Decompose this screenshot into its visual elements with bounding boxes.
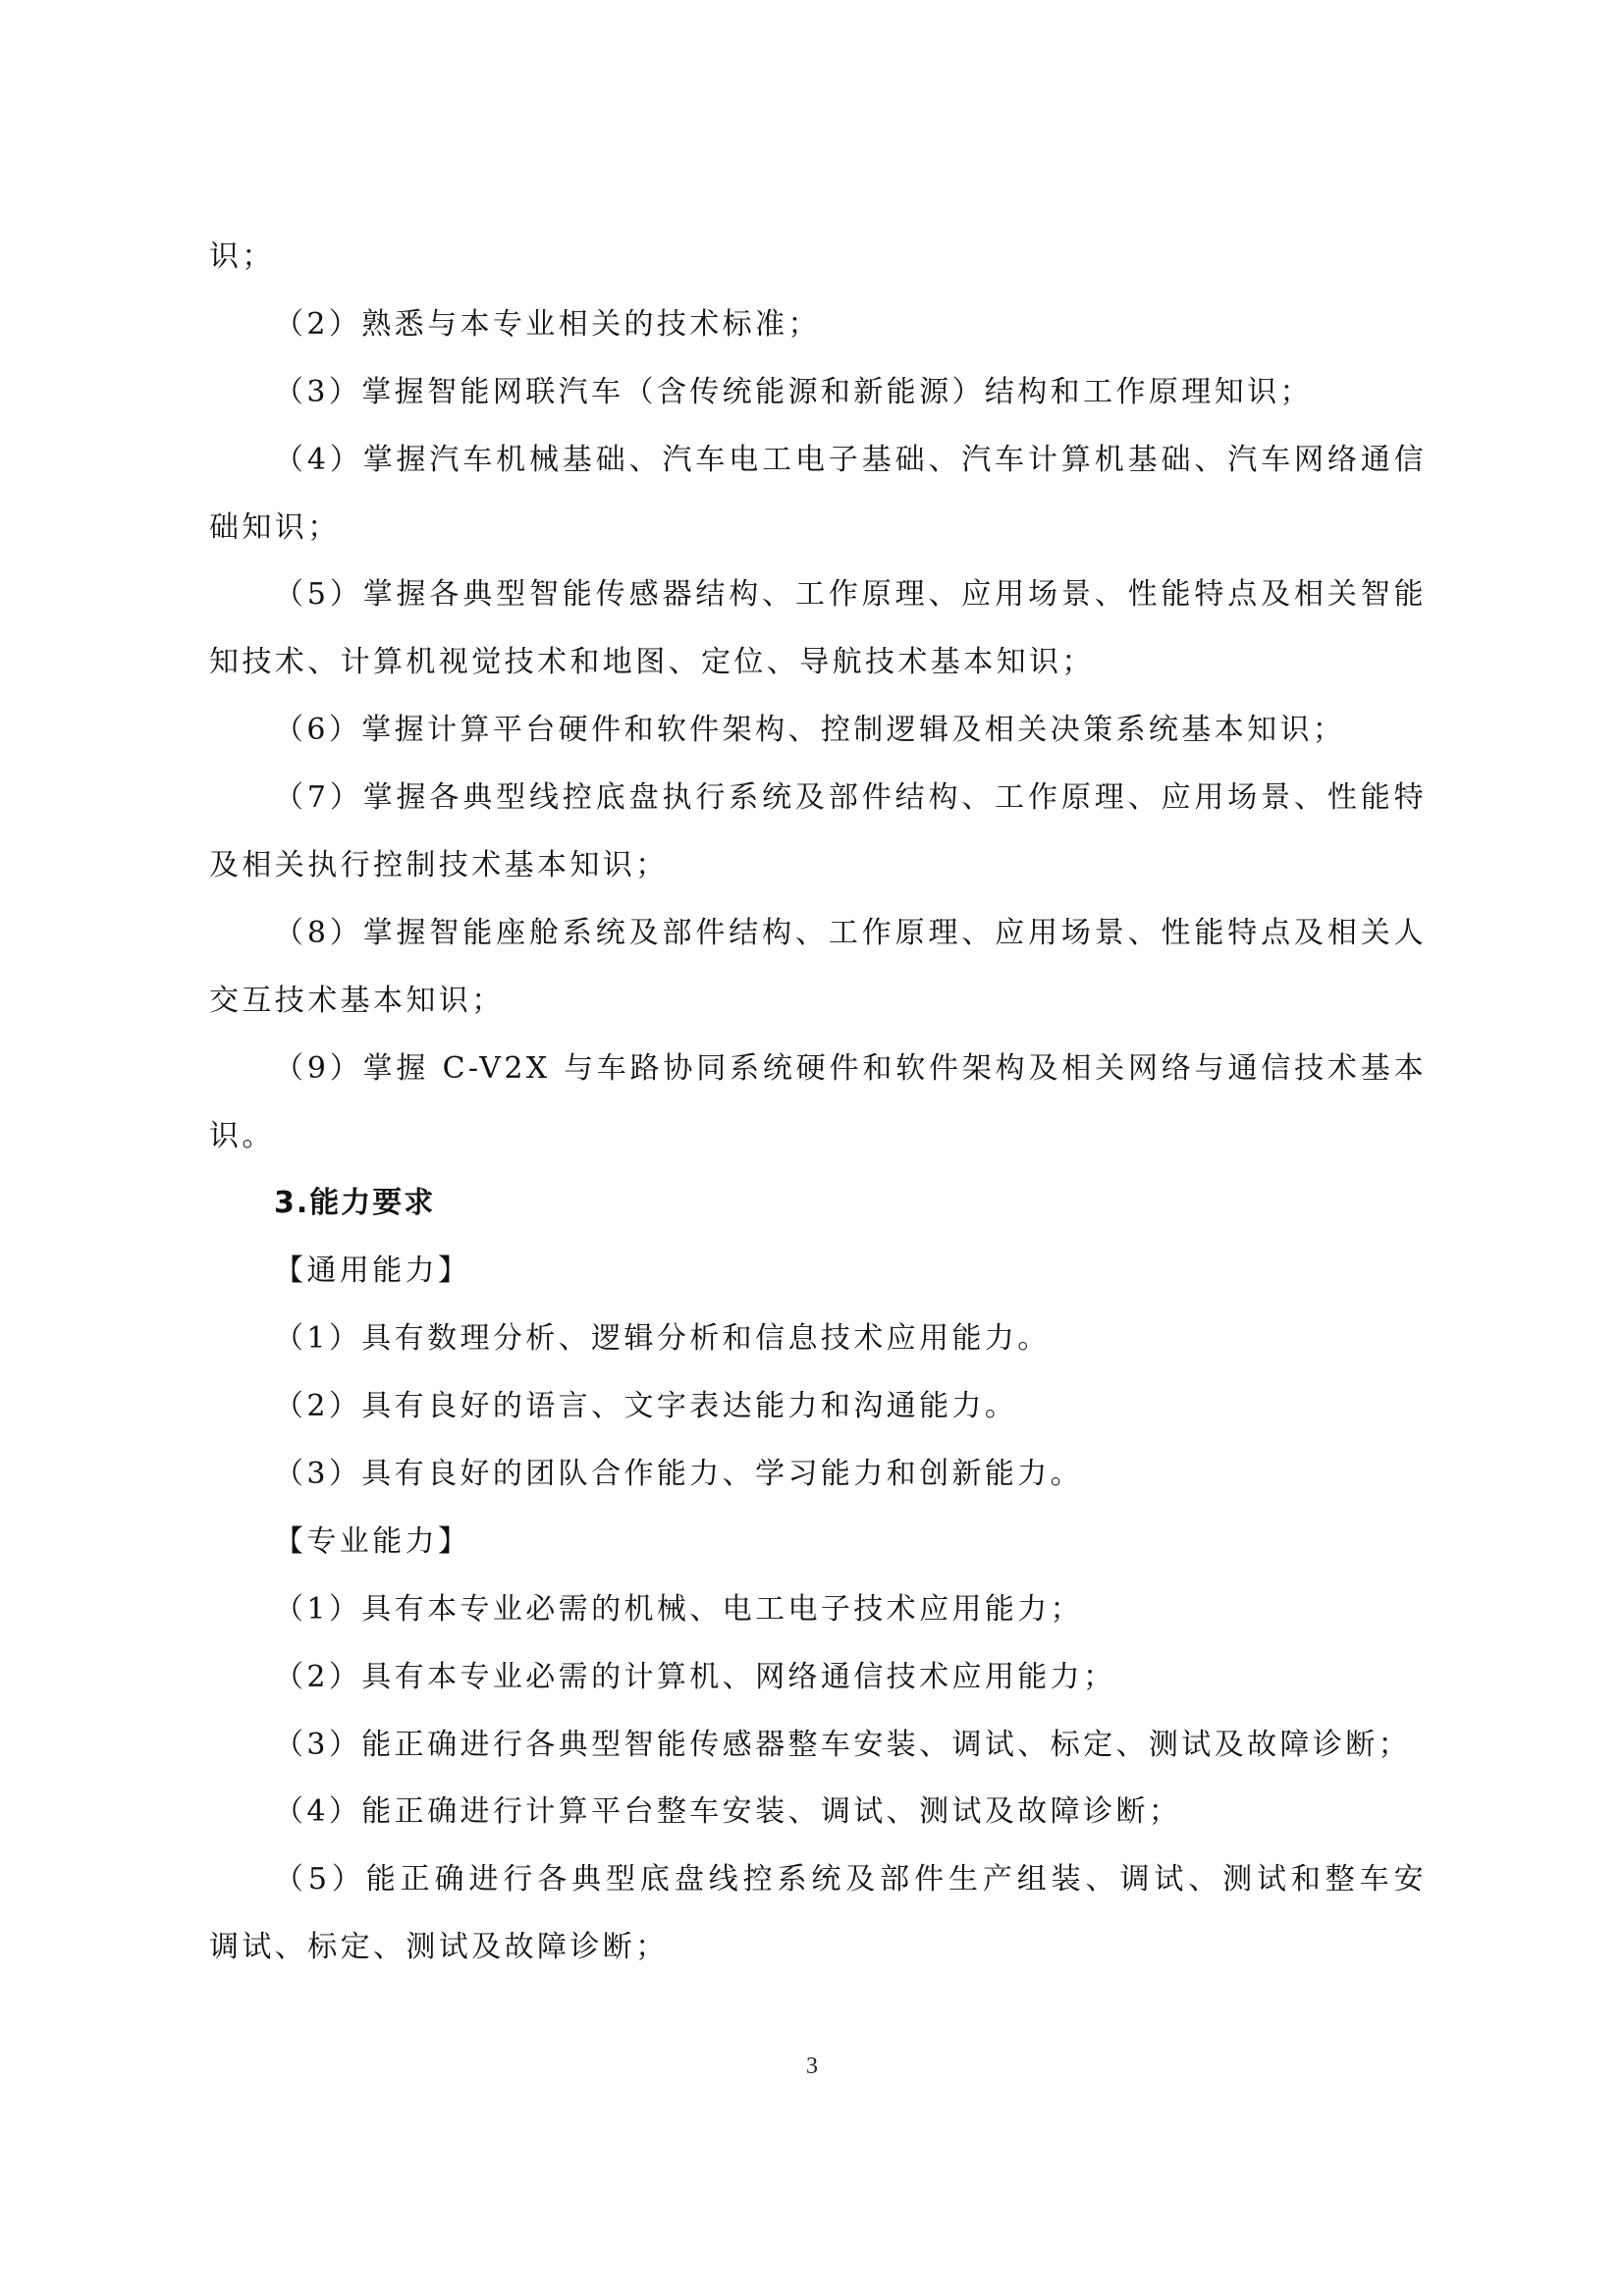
professional-ability-item-4: （4）能正确进行计算平台整车安装、调试、测试及故障诊断； (274, 1794, 1182, 1830)
knowledge-item-8: （8）掌握智能座舱系统及部件结构、工作原理、应用场景、性能特点及相关人 (274, 915, 1427, 950)
paragraph-line: 识； (209, 240, 275, 274)
professional-ability-item-1: （1）具有本专业必需的机械、电工电子技术应用能力； (274, 1591, 1084, 1627)
body-text (209, 224, 1427, 1982)
knowledge-item-3: （3）掌握智能网联汽车（含传统能源和新能源）结构和工作原理知识； (274, 374, 1313, 409)
general-ability-item-2: （2）具有良好的语言、文字表达能力和沟通能力。 (274, 1389, 1018, 1424)
knowledge-item-2: （2）熟悉与本专业相关的技术标准； (274, 306, 821, 342)
general-ability-item-3: （3）具有良好的团队合作能力、学习能力和创新能力。 (274, 1457, 1084, 1492)
professional-ability-item-3: （3）能正确进行各典型智能传感器整车安装、调试、标定、测试及故障诊断； (274, 1727, 1412, 1762)
page-number: 3 (806, 2054, 818, 2079)
subheading-general-ability: 【通用能力】 (274, 1254, 471, 1289)
paragraph-line: 调试、标定、测试及故障诊断； (209, 1930, 669, 1965)
knowledge-item-7: （7）掌握各典型线控底盘执行系统及部件结构、工作原理、应用场景、性能特 (274, 780, 1427, 816)
general-ability-item-1: （1）具有数理分析、逻辑分析和信息技术应用能力。 (274, 1321, 1051, 1357)
professional-ability-item-2: （2）具有本专业必需的计算机、网络通信技术应用能力； (274, 1659, 1116, 1694)
knowledge-item-4: （4）掌握汽车机械基础、汽车电工电子基础、汽车计算机基础、汽车网络通信 (274, 442, 1427, 477)
paragraph-line: 础知识； (209, 509, 341, 545)
section-heading: 3.能力要求 (274, 1186, 436, 1221)
paragraph-line: 及相关执行控制技术基本知识； (209, 848, 669, 883)
paragraph-line: 知技术、计算机视觉技术和地图、定位、导航技术基本知识； (209, 645, 1095, 680)
knowledge-item-6: （6）掌握计算平台硬件和软件架构、控制逻辑及相关决策系统基本知识； (274, 713, 1346, 748)
paragraph-line: 交互技术基本知识； (209, 983, 505, 1018)
professional-ability-item-5: （5）能正确进行各典型底盘线控系统及部件生产组装、调试、测试和整车安 (274, 1862, 1427, 1897)
subheading-professional-ability: 【专业能力】 (274, 1523, 471, 1559)
knowledge-item-9: （9）掌握 C-V2X 与车路协同系统硬件和软件架构及相关网络与通信技术基本 (274, 1050, 1427, 1086)
paragraph-line: 识。 (209, 1118, 275, 1153)
knowledge-item-5: （5）掌握各典型智能传感器结构、工作原理、应用场景、性能特点及相关智能 (274, 577, 1427, 613)
